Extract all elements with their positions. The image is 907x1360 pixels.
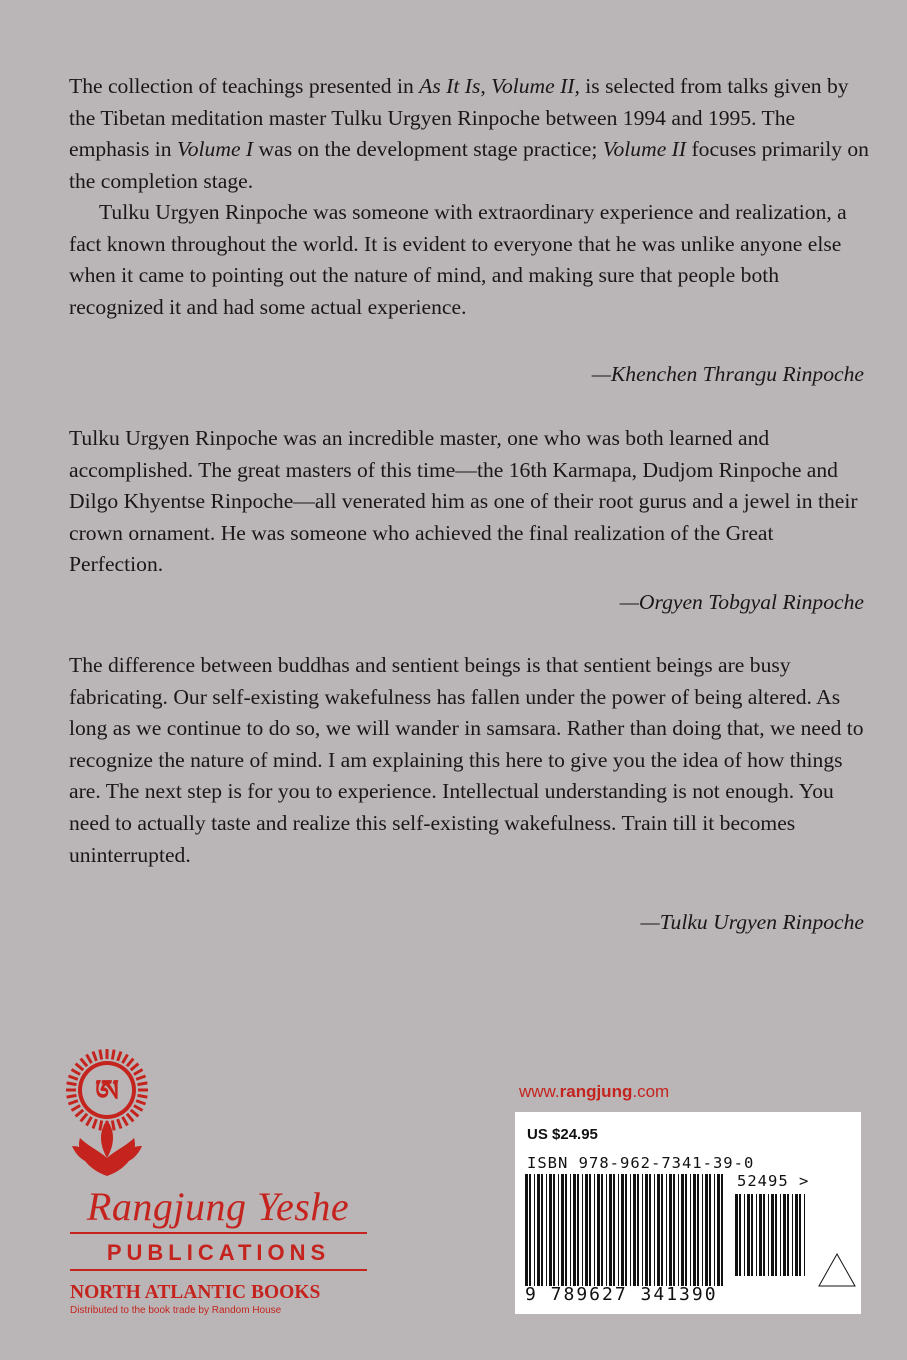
quote-1-paragraph-2: Tulku Urgyen Rinpoche was someone with extraordinary experience and realization, a fact known throughout the world. It is evident to everyone that he was unlike anyone else when it came to pointing out the nature of mind, and making sure that people both recognized it and had some actual experience. [69,200,847,319]
om-syllable-lotus-icon [64,1028,150,1178]
ean-barcode [525,1174,725,1286]
quote-2-paragraph: Tulku Urgyen Rinpoche was an incredible master, one who was both learned and accomplished. The great masters of this time—the 16th Karmapa, Dudjom Rinpoche and Dilgo Khyentse Rinpoche—all venerated him as one of their root gurus and a jewel in their crown ornament. He was someone who achieved the final realization of the Great Perfection. [69,426,858,577]
barcode-box [515,1112,861,1314]
isbn-text: ISBN 978-962-7341-39-0 [527,1154,755,1172]
triangle-mark-icon [817,1252,857,1288]
attribution-tulku-urgyen: —Tulku Urgyen Rinpoche [640,910,864,934]
distribution-note: Distributed to the book trade by Random House [70,1305,282,1316]
attribution-khenchen-thrangu: —Khenchen Thrangu Rinpoche [591,362,864,386]
price-addon-digits: 52495 > [737,1172,810,1190]
ean-digits: 9 789627 341390 [525,1284,718,1305]
quote-3-paragraph: The difference between buddhas and sentient beings is that sentient beings are busy fabricating. Our self-existing wakefulness has fallen under the power of being altered. As long as we continue to do so, we will wander in samsara. Rather than doing that, we need to recognize the nature of mind. I am explaining this here to give you the idea of how things are. The next step is for you to experience. Intellectual understanding is not enough. You need to actually taste and realize this self-existing wakefulness. Train till it becomes uninterrupted. [69,653,864,867]
price-label: US $24.95 [527,1126,598,1143]
website-url: www.rangjung.com [519,1082,670,1101]
quote-1-paragraph-1: The collection of teachings presented in As It Is, Volume II, is selected from talks given by the Tibetan meditation master Tulku Urgyen Rinpoche between 1994 and 1995. The emphasis in Volume I was on the development stage practice; Volume II focuses primarily on the completion stage. [69,74,869,193]
logo-divider [70,1269,367,1271]
publisher-subtitle: PUBLICATIONS [106,1240,331,1265]
copublisher-name: NORTH ATLANTIC BOOKS [70,1282,321,1303]
addon-barcode [735,1194,807,1276]
attribution-orgyen-tobgyal: —Orgyen Tobgyal Rinpoche [619,590,864,614]
publisher-name: Rangjung Yeshe [86,1184,350,1229]
svg-text:ཨ: ཨ [94,1074,120,1109]
logo-divider [70,1232,367,1234]
